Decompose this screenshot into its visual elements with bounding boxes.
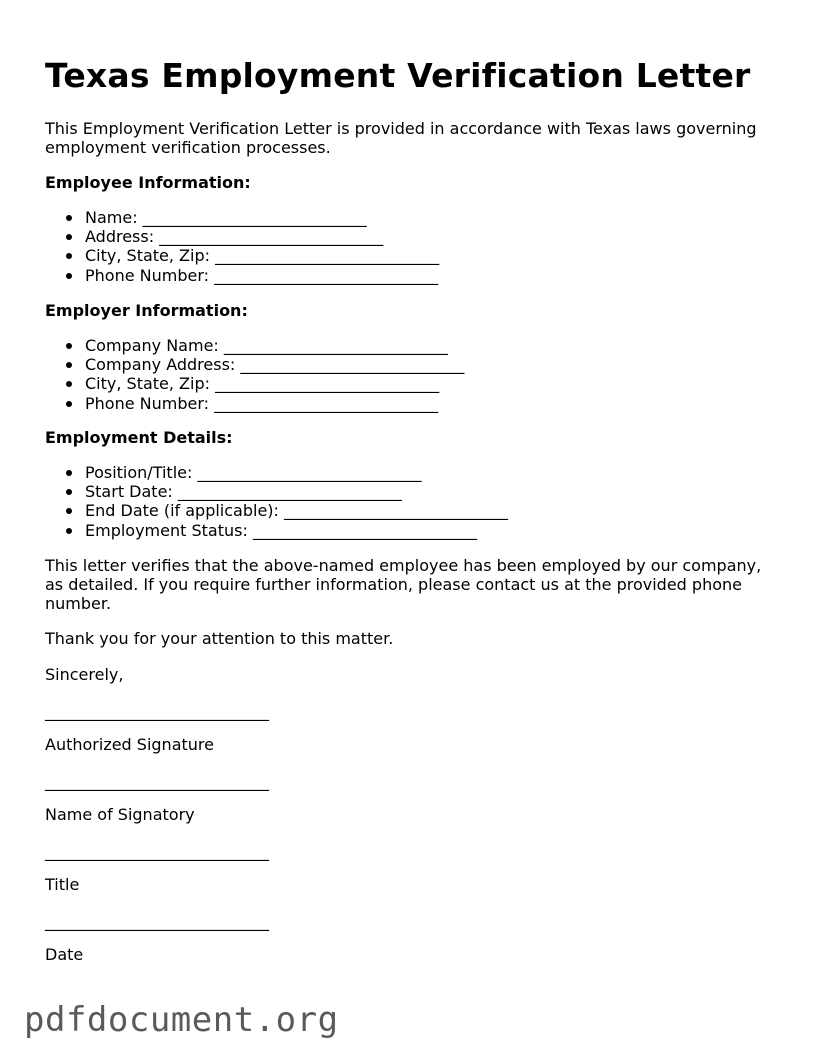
page-title: Texas Employment Verification Letter [45, 56, 751, 95]
date-label: Date [45, 945, 84, 964]
authorized-signature-label: Authorized Signature [45, 735, 214, 754]
end-date-field: End Date (if applicable): ____________________________ [45, 501, 508, 520]
employment-details-heading: Employment Details: [45, 428, 233, 447]
closing-text: Sincerely, [45, 665, 124, 684]
employer-info-list [45, 336, 464, 413]
watermark-text: pdfdocument.org [24, 1000, 339, 1040]
employee-city-state-zip-field: City, State, Zip: ____________________________ [45, 246, 439, 265]
employee-info-list [45, 208, 439, 285]
date-line: ____________________________ [45, 912, 269, 931]
company-name-field: Company Name: ____________________________ [45, 336, 464, 355]
employee-address-field: Address: ____________________________ [45, 227, 439, 246]
intro-paragraph: This Employment Verification Letter is provided in accordance with Texas laws governing employment verification processes. [45, 119, 757, 157]
title-line: ____________________________ [45, 842, 269, 861]
signatory-name-line: ____________________________ [45, 772, 269, 791]
title-label: Title [45, 875, 80, 894]
employer-city-state-zip-field: City, State, Zip: ____________________________ [45, 374, 464, 393]
employer-phone-field: Phone Number: ____________________________ [45, 394, 464, 413]
employee-info-heading: Employee Information: [45, 173, 251, 192]
thanks-paragraph: Thank you for your attention to this matter. [45, 629, 394, 648]
employer-info-heading: Employer Information: [45, 301, 248, 320]
start-date-field: Start Date: ____________________________ [45, 482, 508, 501]
employee-phone-field: Phone Number: ____________________________ [45, 266, 439, 285]
authorized-signature-line: ____________________________ [45, 702, 269, 721]
verification-paragraph: This letter verifies that the above-named employee has been employed by our company, as detailed. If you require further information, please contact us at the provided phone number. [45, 556, 762, 613]
employee-name-field: Name: ____________________________ [45, 208, 439, 227]
employment-status-field: Employment Status: ____________________________ [45, 521, 508, 540]
company-address-field: Company Address: ____________________________ [45, 355, 464, 374]
signatory-name-label: Name of Signatory [45, 805, 195, 824]
position-title-field: Position/Title: ____________________________ [45, 463, 508, 482]
employment-details-list [45, 463, 508, 540]
